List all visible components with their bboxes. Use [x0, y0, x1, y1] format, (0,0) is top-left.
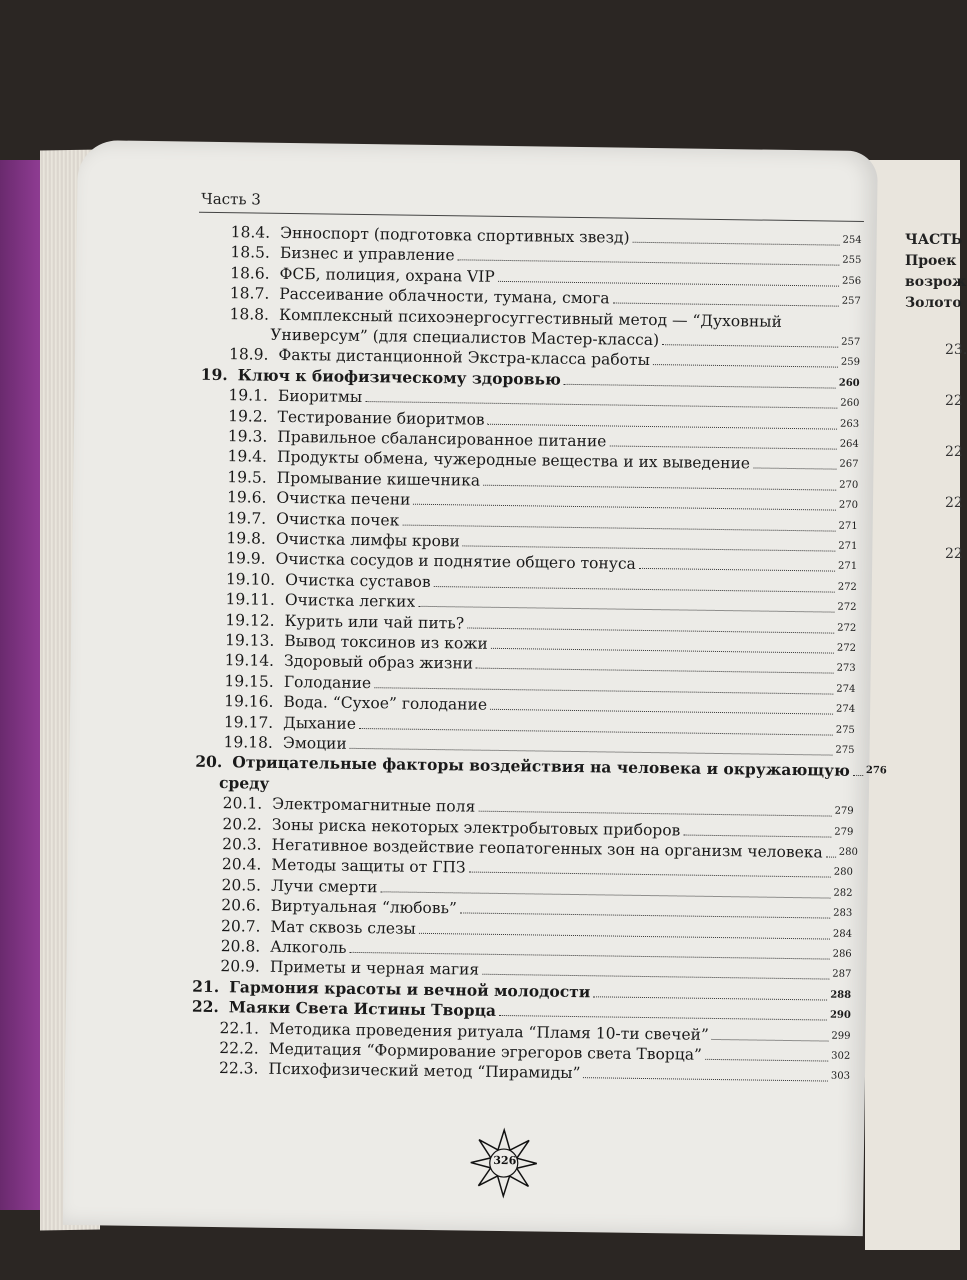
- dot-leader: [609, 445, 836, 449]
- toc-entry-title: Здоровый образ жизни: [283, 652, 474, 673]
- toc-entry-number: 18.9.: [228, 345, 269, 365]
- toc-entry-number: 18.8.: [229, 304, 270, 324]
- toc-entry-title: Энноспорт (подготовка спортивных звезд): [280, 223, 630, 247]
- toc-entry-page: 272: [837, 581, 857, 593]
- toc-entry-title: Ключ к биофизическому здоровью: [237, 365, 561, 389]
- facing-number: 22: [945, 495, 963, 511]
- toc-entry-page: 275: [835, 724, 855, 736]
- dot-leader: [491, 648, 834, 654]
- toc-entry-title: Тестирование биоритмов: [277, 407, 485, 429]
- toc-entry-number: 19.16.: [224, 692, 274, 711]
- toc-entry-number: 20.1.: [222, 794, 263, 813]
- toc-entry-page: 259: [840, 357, 861, 369]
- toc-entry-title: Алкоголь: [270, 937, 347, 957]
- facing-number: 22: [945, 546, 963, 562]
- toc-entry-title: Электромагнитные поля: [272, 794, 476, 816]
- toc-page: [63, 140, 887, 1236]
- facing-number: 22: [945, 444, 963, 460]
- toc-entry-number: 19.2.: [228, 406, 268, 426]
- toc-entry-title: Очистка лимфы крови: [275, 529, 461, 551]
- facing-line: Проек: [905, 253, 957, 269]
- toc-entry-title: Лучи смерти: [270, 876, 378, 897]
- toc-entry-number: 20.7.: [220, 916, 261, 936]
- toc-entry-number: 19.15.: [224, 671, 274, 691]
- toc-entry-number: 20.8.: [220, 937, 261, 956]
- facing-page: [865, 160, 967, 1250]
- toc-entry-number: 22.1.: [219, 1018, 260, 1038]
- toc-entry-title: Очистка легких: [284, 591, 416, 611]
- toc-entry-title: Эмоции: [282, 733, 347, 753]
- toc-entry-number: 19.10.: [225, 569, 276, 589]
- toc-entry-number: 22.: [191, 996, 220, 1017]
- toc-entry-title: Очистка почек: [276, 509, 400, 530]
- toc-entry-page: 271: [838, 540, 858, 552]
- toc-entry-page: 271: [837, 561, 858, 573]
- dot-leader: [712, 1039, 829, 1042]
- toc-entry-title: Методика проведения ритуала “Пламя 10-ти свечей”: [268, 1019, 709, 1044]
- toc-entry-page: 280: [833, 867, 853, 879]
- toc-entry-title: Универсум” (для специалистов Мастер-класса): [270, 325, 660, 350]
- toc-entry-page: 260: [838, 377, 860, 389]
- toc-entry-page: 272: [837, 622, 857, 634]
- dot-leader: [499, 1015, 827, 1021]
- dot-leader: [490, 709, 833, 715]
- dot-leader: [583, 1078, 827, 1082]
- toc-entry-title: Вывод токсинов из кожи: [284, 631, 488, 653]
- toc-entry-title: Курить или чай пить?: [284, 611, 465, 633]
- toc-entry-page: 272: [837, 601, 857, 614]
- toc-entry-title: Промывание кишечника: [276, 468, 481, 490]
- running-head: Часть 3: [201, 189, 262, 209]
- toc-entry-page: 290: [829, 1009, 851, 1022]
- toc-entry-number: 20.5.: [221, 875, 262, 895]
- dot-leader: [705, 1059, 828, 1062]
- dot-leader: [488, 423, 837, 429]
- toc-entry-page: 284: [832, 928, 853, 940]
- toc-entry-title: Комплексный психоэнергосуггестивный метод — “Духовный: [278, 305, 783, 331]
- toc-entry-title: Правильное сбалансированное питание: [277, 427, 607, 451]
- toc-entry-page: 276: [865, 765, 887, 777]
- dot-leader: [612, 303, 838, 307]
- dot-leader: [653, 364, 838, 368]
- toc-entry-number: 19.13.: [224, 631, 275, 650]
- dot-leader: [662, 344, 838, 347]
- toc-entry-title: Мат сквозь слезы: [270, 917, 416, 938]
- toc-entry-title: Вода. “Сухое” голодание: [283, 693, 488, 714]
- dot-leader: [418, 606, 834, 613]
- toc-entry-page: 287: [832, 969, 852, 981]
- toc-entry-title: Медитация “Формирование эгрегоров света Творца”: [268, 1039, 703, 1064]
- dot-leader: [460, 913, 830, 919]
- facing-line: возрож: [905, 274, 967, 290]
- toc-entry-title: Факты дистанционной Экстра-класса работы: [278, 346, 651, 370]
- toc-entry-number: 18.7.: [229, 284, 270, 303]
- toc-entry-number: 18.4.: [230, 223, 271, 242]
- page-number: 326: [493, 1153, 517, 1168]
- toc-entry-page: 299: [831, 1030, 851, 1042]
- toc-entry-title: Методы защиты от ГПЗ: [271, 856, 466, 877]
- toc-entry-page: 271: [838, 520, 858, 532]
- toc-entry-page: 274: [835, 703, 856, 716]
- toc-entry-number: 22.2.: [219, 1039, 259, 1058]
- toc-entry-title: Очистка сосудов и поднятие общего тонуса: [275, 550, 636, 574]
- toc-entry-title: Зоны риска некоторых электробытовых приборов: [271, 815, 681, 840]
- dot-leader: [419, 932, 830, 939]
- toc-entry-number: 20.9.: [220, 957, 261, 977]
- dot-leader: [413, 504, 835, 511]
- dot-leader: [564, 384, 836, 389]
- dot-leader: [683, 834, 831, 837]
- toc-entry-title: Маяки Света Истины Творца: [228, 997, 497, 1021]
- toc-entry-number: 19.7.: [226, 508, 267, 528]
- dot-leader: [753, 468, 836, 470]
- toc-entry-number: 20.6.: [221, 896, 261, 915]
- dot-leader: [478, 811, 831, 817]
- toc-entry-number: 19.11.: [225, 590, 276, 609]
- toc-entry-title: Гармония красоты и вечной молодости: [229, 976, 591, 1002]
- toc-entry-page: 272: [836, 642, 857, 654]
- dot-leader: [469, 872, 831, 878]
- toc-entry-number: 19.14.: [224, 651, 275, 671]
- toc-entry-title: Отрицательные факторы воздействия на человека и окружающую: [232, 752, 851, 781]
- toc-entry-number: 18.5.: [230, 243, 271, 263]
- dot-leader: [633, 242, 840, 246]
- toc-entry-number: 18.6.: [230, 263, 270, 283]
- toc-entry-title: Рассеивание облачности, тумана, смога: [279, 285, 610, 308]
- toc-entry-page: 273: [836, 663, 856, 675]
- header-rule: [199, 212, 864, 222]
- toc-entry-page: 256: [841, 275, 862, 287]
- toc-entry-number: 19.3.: [227, 427, 268, 446]
- facing-line: ЧАСТЬ: [905, 232, 963, 248]
- toc-entry-page: 288: [830, 989, 852, 1001]
- toc-entry-number: 19.6.: [226, 488, 267, 507]
- toc-entry-number: 19.9.: [226, 549, 266, 569]
- facing-line: Золото: [905, 295, 962, 311]
- dot-leader: [467, 627, 834, 633]
- facing-page-numbers: [945, 342, 967, 565]
- toc-entry-number: 22.3.: [218, 1059, 259, 1079]
- toc-entry-page: 263: [839, 418, 860, 430]
- toc-entry-page: 255: [842, 255, 862, 267]
- toc-entry-page: 257: [841, 336, 861, 348]
- toc-entry-number: 19.5.: [227, 467, 267, 487]
- toc-entry-number: 20.2.: [222, 814, 263, 834]
- facing-page-text: [905, 230, 966, 314]
- toc-entry-page: 267: [839, 459, 859, 471]
- dot-leader: [639, 568, 835, 572]
- toc-entry-page: 280: [838, 846, 858, 858]
- toc-entry-number: 20.4.: [221, 855, 262, 875]
- dot-leader: [498, 281, 839, 287]
- toc-entry-page: 303: [830, 1070, 851, 1083]
- dot-leader: [826, 857, 836, 858]
- toc-entry-title: Негативное воздействие геопатогенных зон на организм человека: [271, 835, 823, 862]
- toc-entry-title: ФСБ, полиция, охрана VIP: [279, 264, 495, 286]
- toc-entry-page: 279: [834, 805, 854, 818]
- dot-leader: [380, 891, 830, 898]
- toc-entry-page: 279: [834, 826, 854, 838]
- toc-entry-number: 20.3.: [222, 835, 262, 854]
- toc-entry-page: 286: [832, 948, 852, 960]
- toc-entry-title: Голодание: [283, 672, 372, 692]
- toc-entry-title: Очистка суставов: [285, 570, 431, 591]
- dot-leader: [476, 668, 834, 674]
- toc-entry-title: Очистка печени: [276, 488, 411, 509]
- facing-number: 23.: [945, 342, 967, 358]
- dot-leader: [458, 260, 840, 266]
- toc-entry-page: 264: [839, 438, 859, 450]
- dot-leader: [482, 974, 829, 980]
- dot-leader: [463, 545, 835, 551]
- dot-leader: [434, 586, 835, 593]
- toc-entry-number: 19.8.: [226, 529, 267, 548]
- toc-entry-number: 21.: [192, 976, 220, 996]
- toc-entry-title: Дыхание: [283, 713, 357, 733]
- toc-entry-title: Биоритмы: [277, 387, 363, 407]
- toc-entry-page: 254: [842, 234, 862, 246]
- toc-entry-page: 283: [833, 907, 853, 920]
- dot-leader: [402, 524, 835, 531]
- toc-entry-number: 19.12.: [225, 610, 275, 630]
- toc-entry-title: Продукты обмена, чужеродные вещества и их выведение: [276, 448, 751, 473]
- facing-number: 22: [945, 393, 963, 409]
- dot-leader: [483, 484, 836, 490]
- toc-entry-number: 19.17.: [223, 712, 274, 732]
- dot-leader: [853, 775, 863, 776]
- toc-entry-number: 20.: [195, 752, 223, 772]
- toc-entry-title: Психофизический метод “Пирамиды”: [268, 1060, 581, 1083]
- toc-entry-page: 270: [839, 479, 859, 491]
- toc-entry-title: Виртуальная “любовь”: [270, 896, 458, 918]
- dot-leader: [374, 687, 833, 694]
- toc-entry-page: 302: [831, 1050, 851, 1062]
- toc-entry-title: среду: [218, 772, 270, 793]
- toc-entry-number: 19.: [200, 364, 228, 384]
- toc-entry-title: Бизнес и управление: [279, 244, 455, 265]
- toc-entry-number: 19.18.: [223, 733, 274, 752]
- toc-entry-title: Приметы и черная магия: [269, 958, 480, 980]
- toc-entry-page: 275: [835, 744, 855, 756]
- toc-entry-number: 19.1.: [228, 386, 269, 405]
- toc-entry-page: 260: [840, 397, 860, 410]
- toc-entry-page: 270: [838, 499, 859, 512]
- toc-entry-page: 282: [833, 887, 853, 899]
- toc-entry-page: 274: [836, 683, 856, 695]
- toc-entry-page: 257: [841, 295, 861, 308]
- toc-entry-number: 19.4.: [227, 447, 268, 467]
- dot-leader: [593, 996, 827, 1000]
